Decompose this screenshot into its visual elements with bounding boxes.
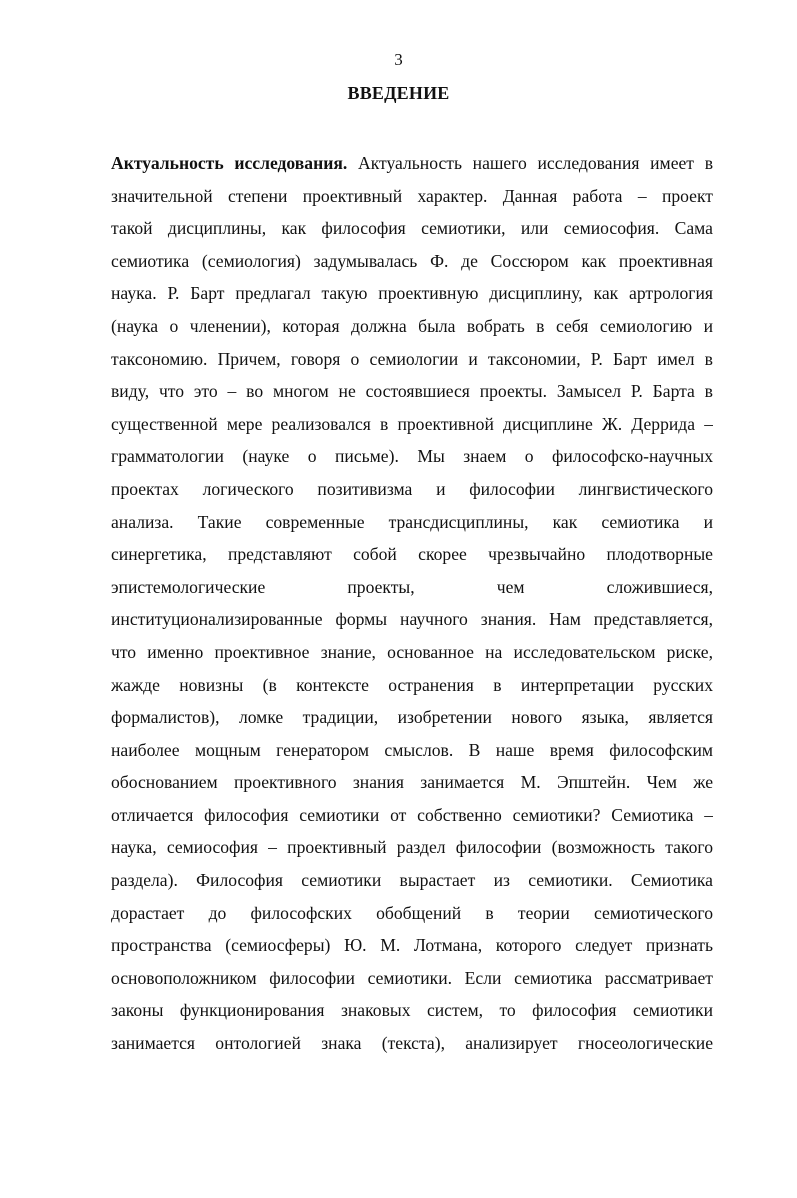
text-line: жажде новизны (в контексте остранения в интерпретации русских xyxy=(111,674,713,695)
text-line-first xyxy=(111,147,713,180)
text-line: обоснованием проективного знания занимается М. Эпштейн. Чем же xyxy=(111,772,713,793)
page-number: 3 xyxy=(394,50,403,69)
body-paragraph xyxy=(111,147,713,1060)
text-line: проектах логического позитивизма и философии лингвистического xyxy=(111,478,713,499)
text-line: семиотика (семиология) задумывалась Ф. де Соссюром как проективная xyxy=(111,250,713,271)
text-line: наука. Р. Барт предлагал такую проективную дисциплину, как артрология xyxy=(111,283,713,304)
text-line: синергетика, представляют собой скорее чрезвычайно плодотворные xyxy=(111,544,713,565)
first-line-text: Актуальность нашего исследования имеет в xyxy=(357,153,713,173)
text-line: (наука о членении), которая должна была вобрать в себя семиологию и xyxy=(111,315,713,336)
text-line: занимается онтологией знака (текста), анализирует гносеологические xyxy=(111,1033,713,1054)
text-line: грамматологии (науке о письме). Мы знаем о философско-научных xyxy=(111,446,713,467)
text-line: раздела). Философия семиотики вырастает из семиотики. Семиотика xyxy=(111,870,713,891)
text-line: эпистемологические проекты, чем сложившиеся, xyxy=(111,576,713,597)
text-line: институционализированные формы научного знания. Нам представляется, xyxy=(111,609,713,630)
text-line: наука, семиософия – проективный раздел философии (возможность такого xyxy=(111,837,713,858)
text-line: пространства (семиосферы) Ю. М. Лотмана, которого следует признать xyxy=(111,935,713,956)
text-line: значительной степени проективный характер. Данная работа – проект xyxy=(111,185,713,206)
text-line: что именно проективное знание, основанное на исследовательском риске, xyxy=(111,641,713,662)
text-line: виду, что это – во многом не состоявшиеся проекты. Замысел Р. Барта в xyxy=(111,381,713,402)
section-heading: ВВЕДЕНИЕ xyxy=(347,83,450,103)
text-line: такой дисциплины, как философия семиотики, или семиософия. Сама xyxy=(111,218,713,239)
text-line: существенной мере реализовался в проективной дисциплине Ж. Деррида – xyxy=(111,413,713,434)
text-line: основоположником философии семиотики. Если семиотика рассматривает xyxy=(111,967,713,988)
text-line: отличается философия семиотики от собственно семиотики? Семиотика – xyxy=(111,804,713,825)
runin-title: Актуальность исследования. xyxy=(111,153,348,173)
text-line: анализа. Такие современные трансдисциплины, как семиотика и xyxy=(111,511,713,532)
text-line: формалистов), ломке традиции, изобретении нового языка, является xyxy=(111,707,713,728)
text-line: дорастает до философских обобщений в теории семиотического xyxy=(111,902,713,923)
text-line: таксономию. Причем, говоря о семиологии и таксономии, Р. Барт имел в xyxy=(111,348,713,369)
text-line: законы функционирования знаковых систем, то философия семиотики xyxy=(111,1000,713,1021)
text-line: наиболее мощным генератором смыслов. В наше время философским xyxy=(111,739,713,760)
